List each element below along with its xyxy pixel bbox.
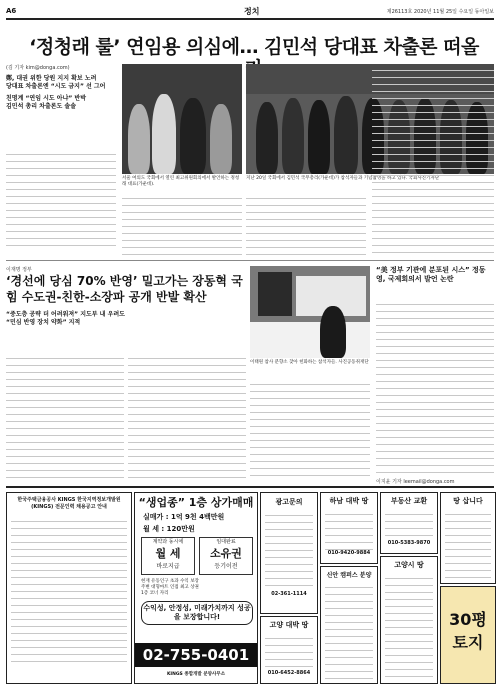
side-ad-2 bbox=[380, 556, 438, 684]
big-ad-title: “생업종” 1층 상가매매 bbox=[138, 496, 254, 509]
second-subhead-1: “중도층 공략 더 어려워져” 지도부 내 우려도 bbox=[6, 311, 125, 318]
side-ad-3-title: 땅 삽니다 bbox=[453, 497, 483, 505]
right-byline: 이지윤 기자 leemail@donga.com bbox=[376, 479, 455, 485]
right-headline: “美 정부 기관에 분포된 시스” 정동영, 국제회의서 발언 논란 bbox=[376, 266, 486, 283]
top-body-col3 bbox=[246, 192, 366, 256]
top-subheads bbox=[6, 64, 116, 111]
second-body-col1 bbox=[6, 352, 124, 478]
second-label: 이재명 정부 bbox=[6, 267, 32, 273]
top-headline: ‘정청래 룰’ 연임용 의심에… 김민석 당대표 차출론 떠올 bbox=[29, 36, 479, 58]
big-ad-slogan: 수익성, 안정성, 미래가치까지 성공을 보장합니다! bbox=[141, 601, 253, 625]
right-story-head bbox=[376, 266, 494, 284]
big-ad-rent: 월 세 : 120만원 bbox=[143, 525, 195, 533]
top-body-col4 bbox=[372, 64, 494, 256]
big-ad-box1: 계약과 동시에 월 세 바로지급 bbox=[141, 537, 195, 575]
top-body-col1 bbox=[6, 148, 116, 252]
top-body-col2 bbox=[122, 192, 242, 256]
big-ad bbox=[134, 492, 258, 684]
second-subhead-2: “민심 반영 장치 약화” 지적 bbox=[6, 319, 81, 326]
big-ad-notes: 현재 유동인구 초과 수익 보장 주변 대형마트 인접 최고 상권 1층 코너 자리 bbox=[141, 579, 199, 596]
broker-phone: 010-5383-9870 bbox=[387, 540, 431, 546]
subhead-3: 친명계 “연임 시도 아냐” 반박 bbox=[6, 95, 86, 102]
right-body bbox=[376, 298, 494, 478]
big-ad-footer: KINGS 종합개발 분양사무소 bbox=[166, 672, 226, 677]
side-ad-1 bbox=[320, 566, 378, 684]
left-ad bbox=[6, 492, 132, 684]
broker-ad bbox=[380, 492, 438, 554]
hana-ad bbox=[320, 492, 378, 564]
big-ad-box2: 임대완료 소유권 등기이전 bbox=[199, 537, 253, 575]
second-story-head bbox=[6, 266, 246, 327]
side-ad-4 bbox=[440, 586, 496, 684]
subhead-4: 김민석 총리 차출론도 솔솔 bbox=[6, 103, 77, 110]
caption-right: 지난 20일 국회에서 김민석 국무총리(가운데)가 참석자들과 기념촬영을 하고 있다. 국회사진기자단 bbox=[246, 176, 440, 181]
issue-date: 제26113호 2020년 11월 25일 수요일 동아일보 bbox=[386, 9, 494, 15]
second-headline: ‘경선에 당심 70% 반영’ 밀고가는 장동혁 국힘 수도권-친한-소장파 공개 반발 확산 bbox=[6, 274, 243, 304]
goyang-phone: 010-6452-8864 bbox=[267, 670, 311, 676]
mid-ad-title: 광고문의 bbox=[275, 498, 303, 506]
big-ad-phone: 02-755-0401 bbox=[135, 643, 257, 667]
side-ad-3 bbox=[440, 492, 496, 584]
caption-left: 서울 여의도 국회에서 열린 최고위원회의에서 발언하는 정청래 대표(가운데). bbox=[122, 176, 240, 187]
ad-divider bbox=[6, 486, 494, 488]
subhead-2: 당대표 차출론엔 “시도 금지” 선 그어 bbox=[6, 83, 106, 90]
broker-title: 부동산 교환 bbox=[390, 497, 428, 505]
hana-phone: 010-9420-9884 bbox=[327, 550, 371, 556]
memorial-caption: 이태원 참사 분향소 찾아 헌화하는 참석자들. 사진공동취재단 bbox=[250, 360, 369, 365]
page-header bbox=[6, 6, 494, 20]
section-divider bbox=[6, 260, 494, 261]
side-ad-1-title: 신안 캠퍼스 분양 bbox=[326, 572, 372, 579]
goyang-ad bbox=[260, 616, 318, 684]
subhead-1: 鄭, 대권 위한 당원 지지 확보 노려 bbox=[6, 75, 97, 82]
left-ad-title: 한국주택금융공사 KINGS 한국지역정보개발원(KINGS) 전문인력 채용공고 안내 bbox=[17, 497, 121, 510]
second-body-col2 bbox=[128, 352, 246, 478]
section-name: 정치 bbox=[244, 7, 260, 16]
photo-left bbox=[122, 64, 242, 174]
mid-ad bbox=[260, 492, 318, 614]
side-ad-2-title: 고양시 땅 bbox=[394, 561, 424, 569]
top-byline: (김 기자 kim@donga.com) bbox=[6, 65, 70, 71]
mid-ad-phone: 02-361-1114 bbox=[271, 591, 307, 597]
side-ad-4-title: 30평 토지 bbox=[449, 610, 487, 652]
second-body-col3 bbox=[250, 378, 370, 478]
goyang-title: 고양 대박 땅 bbox=[269, 621, 309, 629]
page-number: A6 bbox=[6, 7, 17, 15]
memorial-photo bbox=[250, 266, 370, 358]
hana-title: 하남 대박 땅 bbox=[329, 497, 369, 505]
big-ad-price: 실매가 : 1억 9천 4백만원 bbox=[143, 513, 225, 521]
